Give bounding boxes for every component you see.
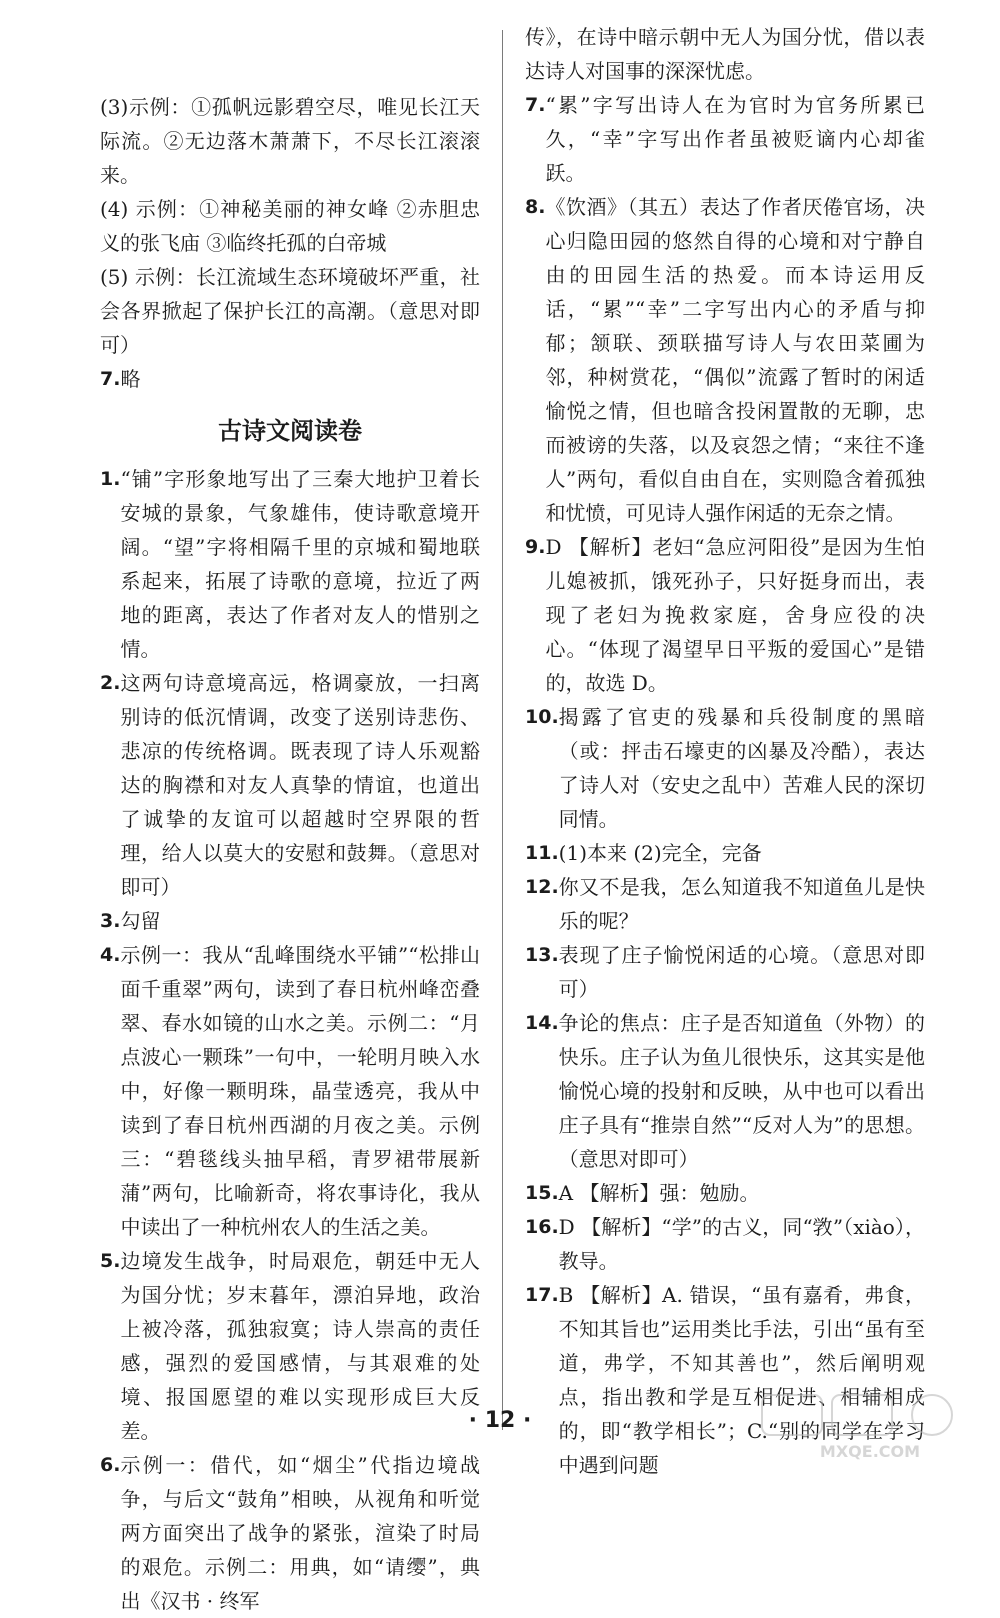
answer-item (525, 836, 925, 870)
answer-paragraph: (5) 示例：长江流域生态环境破坏严重，社会各界掀起了保护长江的高潮。（意思对即可） (100, 265, 480, 357)
item-text: 示例一：借代，如“烟尘”代指边境战争，与后文“鼓角”相映，从视角和听觉两方面突出了战争的紧张，渲染了时局的艰危。示例二：用典，如“请缨”，典出《汉书 · 终军 (120, 1453, 480, 1613)
section-title: 古诗文阅读卷 (218, 417, 362, 445)
item-number: 14. (525, 1012, 559, 1034)
item-text: D 【解析】“学”的古义，同“敩”（xiào），教导。 (558, 1215, 925, 1273)
item-text: 争论的焦点：庄子是否知道鱼（外物）的快乐。庄子认为鱼儿很快乐，这其实是他愉悦心境的投射和反映，从中也可以看出庄子具有“推崇自然”“反对人为”的思想。（意思对即可） (558, 1011, 925, 1171)
left-column (100, 90, 480, 1618)
item-text: 勾留 (120, 909, 161, 933)
item-number: 12. (525, 876, 559, 898)
answer-item (100, 666, 480, 904)
item-number: 11. (525, 842, 559, 864)
answer-item (525, 1176, 925, 1210)
item-text: 揭露了官吏的残暴和兵役制度的黑暗（或：抨击石壕吏的凶暴及冷酷），表达了诗人对（安史之乱中）苦难人民的深切同情。 (558, 705, 925, 831)
answer-item (525, 1210, 925, 1278)
item-number: 16. (525, 1216, 559, 1238)
item-number: 6. (100, 1454, 121, 1476)
watermark-logo (760, 1393, 980, 1463)
answer-item (525, 88, 925, 190)
answer-item (525, 1006, 925, 1176)
item-text: D 【解析】老妇“急应河阳役”是因为生怕儿媳被抓，饿死孙子，只好挺身而出，表现了老妇为挽救家庭，舍身应役的决心。“体现了渴望早日平叛的爱国心”是错的，故选 D。 (545, 535, 925, 695)
item-text: “累”字写出诗人在为官时为官务所累已久，“幸”字写出作者虽被贬谪内心却雀跃。 (545, 93, 925, 185)
item-text: A 【解析】强：勉励。 (558, 1181, 760, 1205)
item-number: 17. (525, 1284, 559, 1306)
answer-paragraph: (4) 示例：①神秘美丽的神女峰 ②赤胆忠义的张飞庙 ③临终托孤的白帝城 (100, 197, 480, 255)
item-text: “铺”字形象地写出了三秦大地护卫着长安城的景象，气象雄伟，使诗歌意境开阔。“望”字将相隔千里的京城和蜀地联系起来，拓展了诗歌的意境，拉近了两地的距离，表达了作者对友人的惜别之情。 (120, 467, 480, 661)
answer-item (525, 870, 925, 938)
item-text: 这两句诗意境高远，格调豪放，一扫离别诗的低沉情调，改变了送别诗悲伤、悲凉的传统格调。既表现了诗人乐观豁达的胸襟和对友人真挚的情谊，也道出了诚挚的友谊可以超越时空界限的哲理，给人以莫大的安慰和鼓舞。（意思对即可） (120, 671, 480, 899)
item-text: 边境发生战争，时局艰危，朝廷中无人为国分忧；岁末暮年，漂泊异地，政治上被冷落，孤独寂寞；诗人崇高的责任感，强烈的爱国感情，与其艰难的处境、报国愿望的难以实现形成巨大反差。 (120, 1249, 480, 1443)
item-text: 《饮酒》（其五）表达了作者厌倦官场，决心归隐田园的悠然自得的心境和对宁静自由的田园生活的热爱。而本诗运用反话，“累”“幸”二字写出内心的矛盾与抑郁；颔联、颈联描写诗人与农田菜圃为邻，种树赏花，“偶似”流露了暂时的闲适愉悦之情，但也暗含投闲置散的无聊，忠而被谤的失落，以及哀怨之情；“来往不逢人”两句，看似自由自在，实则隐含着孤独和忧愤，可见诗人强作闲适的无奈之情。 (545, 195, 925, 525)
item-number: 13. (525, 944, 559, 966)
item-number: 8. (525, 196, 546, 218)
answer-item (100, 362, 480, 396)
item-number: 2. (100, 672, 121, 694)
item-text: B 【解析】A. 错误，“虽有嘉肴，弗食，不知其旨也”运用类比手法，引出“虽有至道，弗学，不知其善也”，然后阐明观点，指出教和学是互相促进、相辅相成的，即“教学相长”；C.“别的同学在学习中遇到问题 (558, 1283, 925, 1477)
item-number: 7. (100, 368, 121, 390)
answer-item (100, 462, 480, 666)
item-text: 示例一：我从“乱峰围绕水平铺”“松排山面千重翠”两句，读到了春日杭州峰峦叠翠、春水如镜的山水之美。示例二：“月点波心一颗珠”一句中，一轮明月映入水中，好像一颗明珠，晶莹透亮，我从中读到了春日杭州西湖的月夜之美。示例三：“碧毯线头抽早稻，青罗裙带展新蒲”两句，比喻新奇，将农事诗化，我从中读出了一种杭州农人的生活之美。 (120, 943, 480, 1239)
right-column (525, 25, 925, 1482)
answer-item (100, 938, 480, 1244)
answer-item (525, 938, 925, 1006)
page-number: · 12 · (468, 1408, 532, 1433)
item-number: 3. (100, 910, 121, 932)
item-number: 5. (100, 1250, 121, 1272)
item-number: 9. (525, 536, 546, 558)
item-number: 10. (525, 706, 559, 728)
answer-item (525, 190, 925, 530)
answer-paragraph: (3)示例：①孤帆远影碧空尽，唯见长江天际流。②无边落木萧萧下，不尽长江滚滚来。 (100, 95, 480, 187)
watermark-domain: MXQE.COM (819, 1442, 921, 1461)
column-divider (502, 30, 503, 1430)
answer-item (525, 700, 925, 836)
item-text: 略 (120, 367, 141, 391)
item-text: 你又不是我，怎么知道我不知道鱼儿是快乐的呢？ (558, 875, 925, 933)
item-number: 1. (100, 468, 121, 490)
continuation-text: 传》，在诗中暗示朝中无人为国分忧，借以表达诗人对国事的深深忧虑。 (525, 25, 925, 83)
item-number: 7. (525, 94, 546, 116)
item-text: 表现了庄子愉悦闲适的心境。（意思对即可） (558, 943, 925, 1001)
item-text: (1)本来 (2)完全，完备 (558, 841, 762, 865)
item-number: 15. (525, 1182, 559, 1204)
answer-item (100, 1448, 480, 1618)
answer-item (100, 904, 480, 938)
answer-item (525, 530, 925, 700)
item-number: 4. (100, 944, 121, 966)
